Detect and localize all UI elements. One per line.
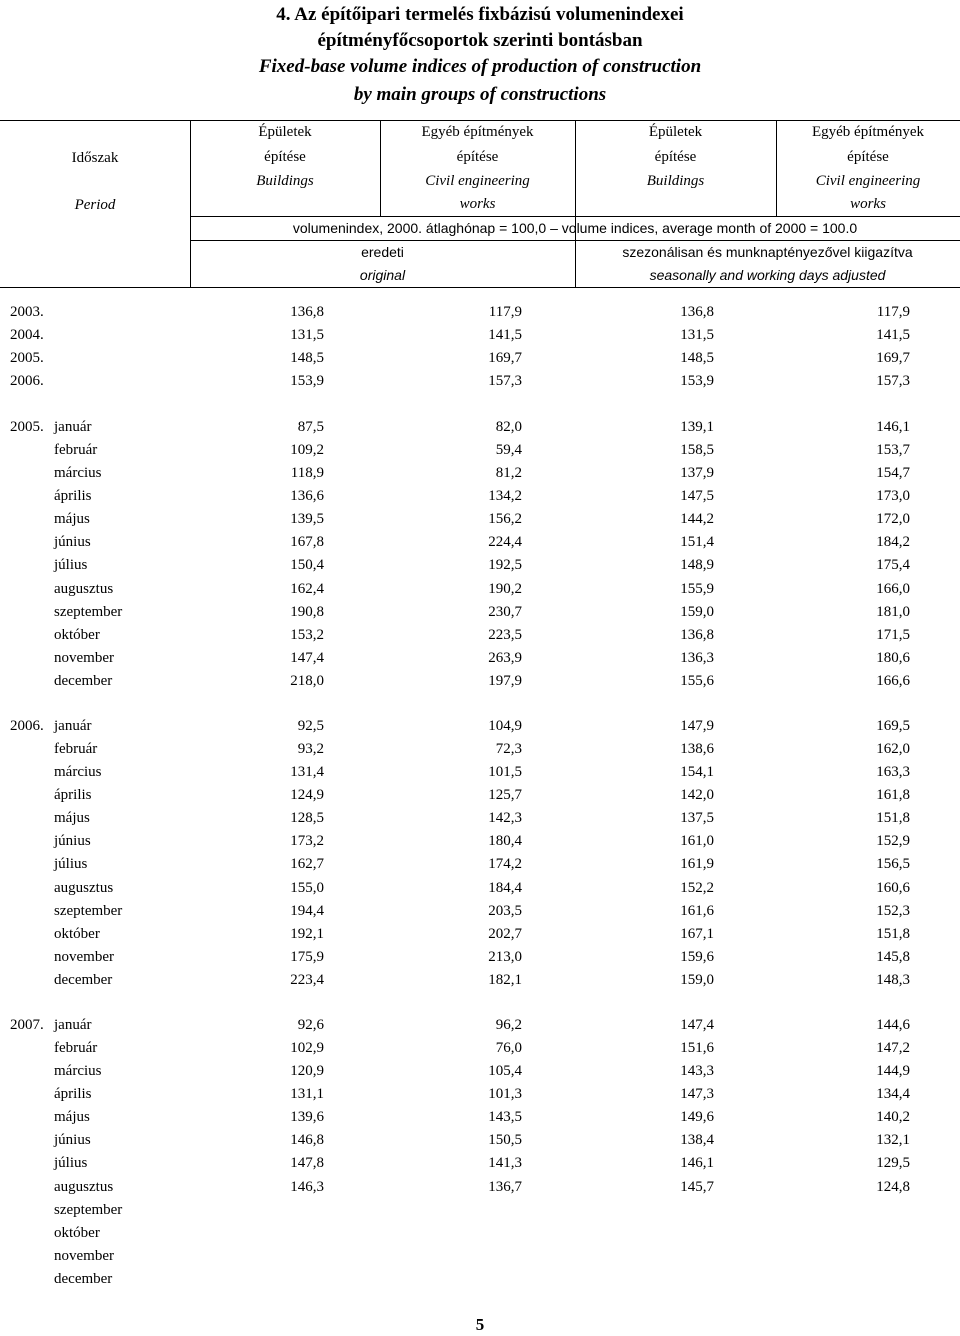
value-buildings-adjusted: 143,3 [680, 1063, 714, 1080]
row-month: július [54, 557, 88, 574]
value-buildings-adjusted: 161,9 [680, 856, 714, 873]
value-civil-original: 230,7 [488, 603, 522, 620]
value-buildings-original: 190,8 [290, 603, 324, 620]
value-civil-adjusted: 146,1 [876, 419, 910, 435]
value-civil-adjusted: 124,8 [876, 1178, 910, 1195]
row-month: december [54, 971, 113, 988]
title-hu-line2: építményfőcsoportok szerinti bontásban [317, 30, 643, 51]
value-civil-original: 197,9 [488, 672, 522, 689]
value-buildings-original: 162,7 [290, 856, 324, 873]
table-row [0, 1245, 960, 1268]
value-buildings-adjusted: 148,9 [680, 557, 714, 574]
value-civil-adjusted: 154,7 [876, 465, 910, 482]
page-number: 5 [475, 1315, 485, 1334]
row-year: 2005. [10, 419, 44, 435]
row-month: július [54, 1155, 88, 1172]
value-buildings-adjusted: 159,6 [680, 948, 714, 965]
col2-header-l1: Egyéb építmények [421, 124, 534, 140]
table-row [0, 531, 960, 554]
col2-header-l2: építése [456, 149, 499, 165]
value-buildings-adjusted: 145,7 [680, 1178, 714, 1195]
value-civil-adjusted: 147,2 [876, 1040, 910, 1057]
row-month: január [54, 1017, 92, 1033]
value-buildings-adjusted: 146,1 [680, 1155, 714, 1172]
value-civil-adjusted: 145,8 [876, 948, 910, 965]
row-year: 2007. [10, 1017, 44, 1033]
value-civil-original: 136,7 [488, 1178, 522, 1195]
table-row [0, 830, 960, 853]
col4-header-l4: works [850, 196, 886, 212]
value-buildings-adjusted: 151,4 [680, 534, 714, 551]
value-buildings-adjusted: 147,5 [680, 488, 714, 505]
value-civil-original: 134,2 [488, 488, 522, 505]
value-civil-original: 184,4 [488, 879, 522, 896]
row-month: április [54, 787, 92, 804]
table-row [0, 1152, 960, 1175]
value-buildings-original: 120,9 [290, 1063, 324, 1080]
table-row [0, 485, 960, 508]
value-civil-adjusted: 184,2 [876, 534, 910, 551]
value-civil-adjusted: 151,8 [876, 925, 910, 942]
value-civil-original: 192,5 [488, 557, 522, 574]
value-buildings-adjusted: 136,8 [680, 626, 714, 643]
value-civil-original: 96,2 [495, 1017, 522, 1033]
adjusted-header-en: seasonally and working days adjusted [649, 267, 886, 283]
value-buildings-adjusted: 138,6 [680, 741, 714, 758]
value-civil-original: 141,5 [488, 327, 522, 343]
table-row [0, 370, 960, 393]
value-buildings-adjusted: 147,3 [680, 1086, 714, 1103]
value-buildings-original: 147,8 [290, 1155, 324, 1172]
value-civil-original: 203,5 [488, 902, 522, 919]
value-buildings-original: 102,9 [290, 1040, 324, 1057]
value-buildings-original: 93,2 [297, 741, 324, 758]
value-civil-original: 81,2 [495, 465, 522, 482]
value-civil-original: 182,1 [488, 971, 522, 988]
row-year: 2004. [10, 327, 44, 343]
value-civil-adjusted: 166,0 [876, 580, 910, 597]
row-month: október [54, 626, 100, 643]
value-buildings-original: 128,5 [290, 810, 324, 827]
value-buildings-original: 109,2 [290, 442, 324, 459]
value-buildings-adjusted: 154,1 [680, 764, 714, 781]
row-month: október [54, 925, 100, 942]
value-buildings-adjusted: 137,9 [680, 465, 714, 482]
col4-header-l1: Egyéb építmények [811, 124, 925, 140]
table-row [0, 923, 960, 946]
value-civil-original: 141,3 [488, 1155, 522, 1172]
value-civil-original: 72,3 [495, 741, 522, 758]
row-month: március [54, 465, 102, 482]
title-hu-line1: 4. Az építőipari termelés fixbázisú volumenindexei [276, 4, 684, 25]
value-civil-adjusted: 173,0 [876, 488, 910, 505]
value-buildings-adjusted: 161,0 [680, 833, 714, 850]
row-month: május [54, 1109, 90, 1126]
value-civil-original: 104,9 [488, 718, 522, 734]
value-civil-original: 82,0 [495, 419, 522, 435]
table-row [0, 578, 960, 601]
value-civil-original: 105,4 [488, 1063, 522, 1080]
value-buildings-original: 173,2 [290, 833, 324, 850]
table-row [0, 784, 960, 807]
value-civil-adjusted: 175,4 [876, 557, 910, 574]
value-buildings-adjusted: 144,2 [680, 511, 714, 528]
value-buildings-adjusted: 155,9 [680, 580, 714, 597]
table-row [0, 554, 960, 577]
title-en-line1: Fixed-base volume indices of production of construction [258, 56, 702, 77]
value-buildings-adjusted: 158,5 [680, 442, 714, 459]
value-buildings-original: 218,0 [290, 672, 324, 689]
value-buildings-original: 192,1 [290, 925, 324, 942]
original-header-en: original [359, 267, 406, 283]
row-month: október [54, 1224, 100, 1241]
row-month: január [54, 718, 92, 734]
value-civil-original: 169,7 [488, 350, 522, 366]
row-month: március [54, 764, 102, 781]
value-buildings-adjusted: 137,5 [680, 810, 714, 827]
value-civil-adjusted: 134,4 [876, 1086, 910, 1103]
period-header-hu: Időszak [71, 150, 119, 166]
row-month: augusztus [54, 1178, 114, 1195]
value-civil-adjusted: 132,1 [876, 1132, 910, 1149]
row-month: augusztus [54, 580, 114, 597]
value-buildings-original: 136,6 [290, 488, 324, 505]
adjusted-header-hu: szezonálisan és munknaptényezővel kiigazítva [622, 244, 913, 260]
row-year: 2003. [10, 304, 44, 320]
row-month: június [54, 833, 91, 850]
value-buildings-adjusted: 138,4 [680, 1132, 714, 1149]
value-civil-adjusted: 140,2 [876, 1109, 910, 1126]
col3-header-l3: Buildings [646, 173, 705, 189]
row-year: 2006. [10, 718, 44, 734]
table-row [0, 969, 960, 992]
table-row [0, 877, 960, 900]
value-buildings-original: 131,5 [290, 327, 324, 343]
table-row [0, 853, 960, 876]
value-buildings-original: 87,5 [297, 419, 324, 435]
value-buildings-original: 146,8 [290, 1132, 324, 1149]
title-en-line2: by main groups of constructions [353, 84, 607, 105]
value-buildings-original: 162,4 [290, 580, 324, 597]
col4-header-l2: építése [847, 149, 889, 165]
table-row [0, 761, 960, 784]
value-buildings-original: 92,6 [297, 1017, 324, 1033]
value-buildings-adjusted: 161,6 [680, 902, 714, 919]
col3-header-l2: építése [654, 149, 697, 165]
value-civil-adjusted: 117,9 [876, 304, 910, 320]
value-buildings-original: 136,8 [290, 304, 324, 320]
value-civil-adjusted: 157,3 [876, 373, 910, 389]
value-civil-adjusted: 171,5 [876, 626, 910, 643]
row-month: december [54, 672, 113, 689]
value-civil-adjusted: 181,0 [876, 603, 910, 620]
table-row [0, 601, 960, 624]
value-buildings-original: 147,4 [290, 649, 324, 666]
value-civil-original: 76,0 [495, 1040, 522, 1057]
value-buildings-adjusted: 139,1 [680, 419, 714, 435]
value-buildings-adjusted: 147,9 [680, 718, 714, 734]
value-buildings-original: 139,5 [290, 511, 324, 528]
value-civil-adjusted: 148,3 [876, 971, 910, 988]
row-month: július [54, 856, 88, 873]
table-row [0, 1060, 960, 1083]
table-row [0, 347, 960, 370]
value-civil-adjusted: 162,0 [876, 741, 910, 758]
row-month: február [54, 1040, 98, 1057]
col2-header-l3: Civil engineering [425, 173, 530, 189]
row-month: szeptember [54, 1201, 123, 1218]
row-month: február [54, 741, 98, 758]
table-row [0, 738, 960, 761]
value-civil-original: 223,5 [488, 626, 522, 643]
table-row [0, 1129, 960, 1152]
value-civil-adjusted: 144,6 [876, 1017, 910, 1033]
table-row [0, 900, 960, 923]
table-row [0, 624, 960, 647]
table-row [0, 1106, 960, 1129]
table-row [0, 647, 960, 670]
value-buildings-adjusted: 136,8 [680, 304, 714, 320]
value-civil-adjusted: 161,8 [876, 787, 910, 804]
value-buildings-original: 150,4 [290, 557, 324, 574]
value-civil-original: 59,4 [495, 442, 522, 459]
value-civil-original: 157,3 [488, 373, 522, 389]
value-civil-adjusted: 166,6 [876, 672, 910, 689]
value-civil-adjusted: 160,6 [876, 879, 910, 896]
value-buildings-original: 175,9 [290, 948, 324, 965]
value-civil-original: 117,9 [488, 304, 522, 320]
col1-header-l3: Buildings [256, 173, 314, 189]
value-civil-adjusted: 144,9 [876, 1063, 910, 1080]
value-buildings-adjusted: 152,2 [680, 879, 714, 896]
row-year: 2006. [10, 373, 44, 389]
col4-header-l3: Civil engineering [815, 173, 921, 189]
value-civil-adjusted: 151,8 [876, 810, 910, 827]
value-civil-original: 190,2 [488, 580, 522, 597]
value-civil-adjusted: 153,7 [876, 442, 910, 459]
value-civil-adjusted: 180,6 [876, 649, 910, 666]
value-buildings-original: 223,4 [290, 971, 324, 988]
row-month: szeptember [54, 603, 123, 620]
value-civil-adjusted: 163,3 [876, 764, 910, 781]
value-buildings-adjusted: 153,9 [680, 373, 714, 389]
value-civil-adjusted: 156,5 [876, 856, 910, 873]
row-month: november [54, 948, 114, 965]
value-buildings-original: 155,0 [290, 879, 324, 896]
value-civil-original: 143,5 [488, 1109, 522, 1126]
row-month: december [54, 1270, 113, 1287]
value-buildings-adjusted: 159,0 [680, 603, 714, 620]
value-buildings-original: 153,2 [290, 626, 324, 643]
value-buildings-adjusted: 159,0 [680, 971, 714, 988]
row-month: június [54, 534, 91, 551]
unit-description: volumenindex, 2000. átlaghónap = 100,0 – volume indices, average month of 2000 = 100.0 [292, 220, 858, 236]
col2-header-l4: works [459, 196, 496, 212]
value-civil-adjusted: 152,3 [876, 902, 910, 919]
value-civil-original: 150,5 [488, 1132, 522, 1149]
value-buildings-adjusted: 142,0 [680, 787, 714, 804]
row-month: január [54, 419, 92, 435]
value-buildings-adjusted: 136,3 [680, 649, 714, 666]
value-civil-original: 101,5 [488, 764, 522, 781]
value-buildings-adjusted: 131,5 [680, 327, 714, 343]
value-civil-adjusted: 169,7 [876, 350, 910, 366]
value-civil-original: 174,2 [488, 856, 522, 873]
row-month: április [54, 1086, 92, 1103]
value-civil-original: 125,7 [488, 787, 522, 804]
table-row [0, 1176, 960, 1199]
row-month: február [54, 442, 98, 459]
value-civil-original: 202,7 [488, 925, 522, 942]
value-civil-original: 263,9 [488, 649, 522, 666]
value-civil-adjusted: 152,9 [876, 833, 910, 850]
value-buildings-original: 131,1 [290, 1086, 324, 1103]
value-buildings-original: 146,3 [290, 1178, 324, 1195]
period-header-en: Period [74, 197, 116, 213]
table-row [0, 715, 960, 738]
value-civil-adjusted: 169,5 [876, 718, 910, 734]
col1-header-l2: építése [264, 149, 306, 165]
table-row [0, 807, 960, 830]
value-civil-original: 101,3 [488, 1086, 522, 1103]
row-month: május [54, 810, 90, 827]
value-civil-original: 180,4 [488, 833, 522, 850]
value-buildings-adjusted: 151,6 [680, 1040, 714, 1057]
table-row [0, 1268, 960, 1291]
value-civil-adjusted: 129,5 [876, 1155, 910, 1172]
value-buildings-original: 167,8 [290, 534, 324, 551]
value-buildings-adjusted: 167,1 [680, 925, 714, 942]
value-civil-adjusted: 172,0 [876, 511, 910, 528]
value-civil-original: 142,3 [488, 810, 522, 827]
value-buildings-original: 118,9 [290, 465, 324, 482]
col1-header-l1: Épületek [258, 124, 312, 140]
value-buildings-adjusted: 147,4 [680, 1017, 714, 1033]
row-month: november [54, 1247, 114, 1264]
value-buildings-original: 139,6 [290, 1109, 324, 1126]
value-buildings-original: 194,4 [290, 902, 324, 919]
table-row [0, 508, 960, 531]
table-row [0, 946, 960, 969]
value-buildings-original: 131,4 [290, 764, 324, 781]
row-year: 2005. [10, 350, 44, 366]
table-row [0, 416, 960, 439]
table-row [0, 1199, 960, 1222]
table-row [0, 1222, 960, 1245]
original-header-hu: eredeti [361, 244, 404, 260]
row-month: szeptember [54, 902, 123, 919]
row-month: augusztus [54, 879, 114, 896]
value-buildings-original: 153,9 [290, 373, 324, 389]
table-row [0, 439, 960, 462]
table-row [0, 324, 960, 347]
row-month: március [54, 1063, 102, 1080]
value-buildings-adjusted: 148,5 [680, 350, 714, 366]
row-month: április [54, 488, 92, 505]
col3-header-l1: Épületek [648, 124, 703, 140]
value-buildings-original: 92,5 [297, 718, 324, 734]
value-civil-adjusted: 141,5 [876, 327, 910, 343]
value-buildings-original: 148,5 [290, 350, 324, 366]
table-row [0, 1037, 960, 1060]
value-buildings-original: 124,9 [290, 787, 324, 804]
value-buildings-adjusted: 155,6 [680, 672, 714, 689]
table-row [0, 1014, 960, 1037]
value-civil-original: 224,4 [488, 534, 522, 551]
table-row [0, 462, 960, 485]
value-civil-original: 213,0 [488, 948, 522, 965]
row-month: május [54, 511, 90, 528]
row-month: november [54, 649, 114, 666]
table-row [0, 1083, 960, 1106]
row-month: június [54, 1132, 91, 1149]
value-buildings-adjusted: 149,6 [680, 1109, 714, 1126]
table-row [0, 301, 960, 324]
value-civil-original: 156,2 [488, 511, 522, 528]
table-row [0, 670, 960, 693]
